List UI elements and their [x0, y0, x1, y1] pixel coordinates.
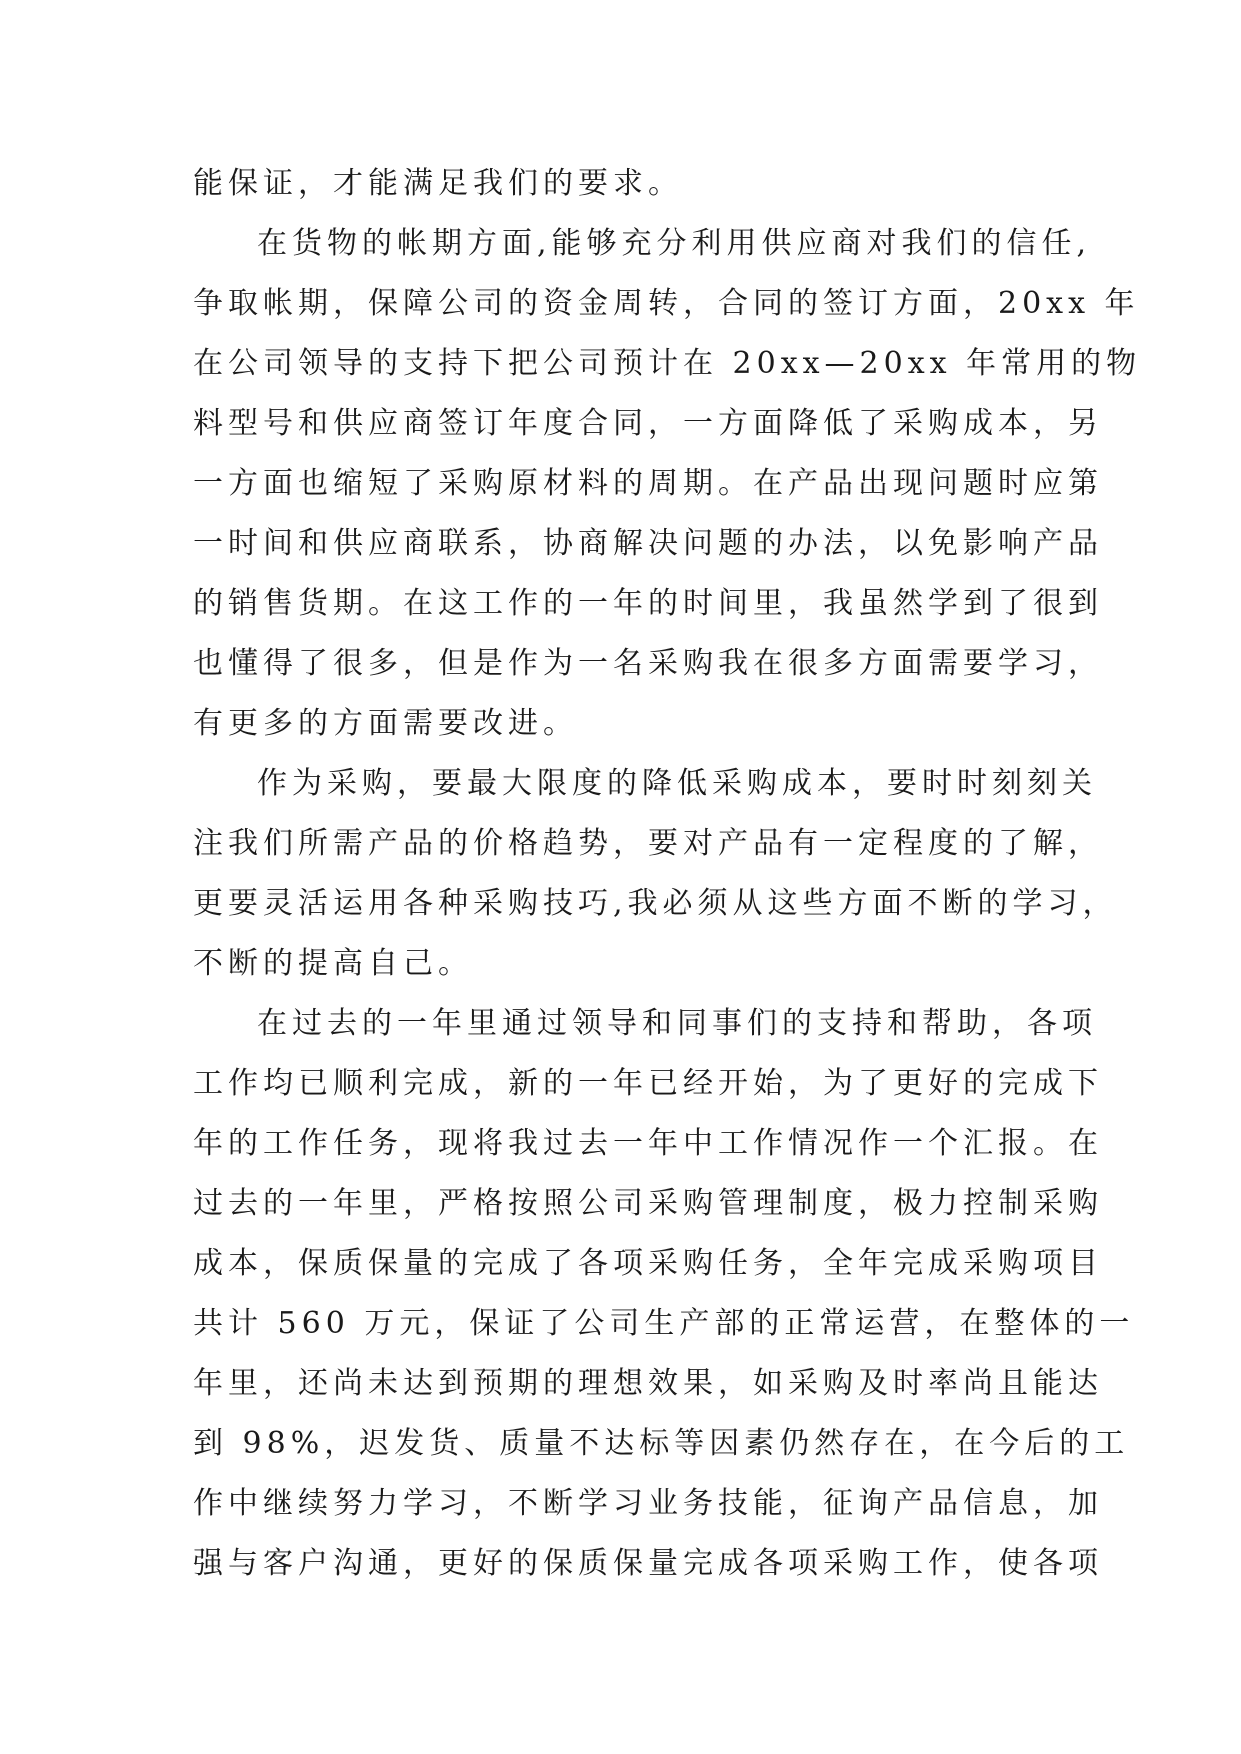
paragraph-first-line: 在货物的帐期方面,能够充分利用供应商对我们的信任, — [257, 226, 1092, 261]
text-line: 更要灵活运用各种采购技巧,我必须从这些方面不断的学习， — [193, 886, 1118, 921]
text-line: 作中继续努力学习，不断学习业务技能，征询产品信息，加 — [193, 1486, 1103, 1521]
text-line: 共计 560 万元，保证了公司生产部的正常运营，在整体的一 — [193, 1306, 1135, 1341]
text-line: 成本，保质保量的完成了各项采购任务，全年完成采购项目 — [193, 1246, 1103, 1281]
text-line: 料型号和供应商签订年度合同，一方面降低了采购成本，另 — [193, 406, 1103, 441]
text-line: 过去的一年里，严格按照公司采购管理制度，极力控制采购 — [193, 1186, 1103, 1221]
text-line: 争取帐期，保障公司的资金周转，合同的签订方面，20xx 年 — [193, 286, 1140, 321]
text-line: 不断的提高自己。 — [193, 946, 473, 981]
text-line: 注我们所需产品的价格趋势，要对产品有一定程度的了解， — [193, 826, 1103, 861]
text-line: 有更多的方面需要改进。 — [193, 706, 578, 741]
paragraph-first-line: 作为采购，要最大限度的降低采购成本，要时时刻刻关 — [257, 766, 1097, 801]
document-body — [193, 154, 1142, 1594]
text-line: 年的工作任务，现将我过去一年中工作情况作一个汇报。在 — [193, 1126, 1103, 1161]
text-line: 年里，还尚未达到预期的理想效果，如采购及时率尚且能达 — [193, 1366, 1103, 1401]
text-line: 工作均已顺利完成，新的一年已经开始，为了更好的完成下 — [193, 1066, 1103, 1101]
text-line: 一方面也缩短了采购原材料的周期。在产品出现问题时应第 — [193, 466, 1103, 501]
text-line: 到 98%，迟发货、质量不达标等因素仍然存在，在今后的工 — [193, 1426, 1130, 1461]
paragraph-first-line: 在过去的一年里通过领导和同事们的支持和帮助，各项 — [257, 1006, 1097, 1041]
text-line: 强与客户沟通，更好的保质保量完成各项采购工作，使各项 — [193, 1546, 1103, 1581]
text-line: 的销售货期。在这工作的一年的时间里，我虽然学到了很到 — [193, 586, 1103, 621]
text-line: 一时间和供应商联系，协商解决问题的办法，以免影响产品 — [193, 526, 1103, 561]
text-line: 也懂得了很多，但是作为一名采购我在很多方面需要学习， — [193, 646, 1103, 681]
text-line: 能保证，才能满足我们的要求。 — [193, 166, 683, 201]
text-line: 在公司领导的支持下把公司预计在 20xx—20xx 年常用的物 — [193, 346, 1142, 381]
